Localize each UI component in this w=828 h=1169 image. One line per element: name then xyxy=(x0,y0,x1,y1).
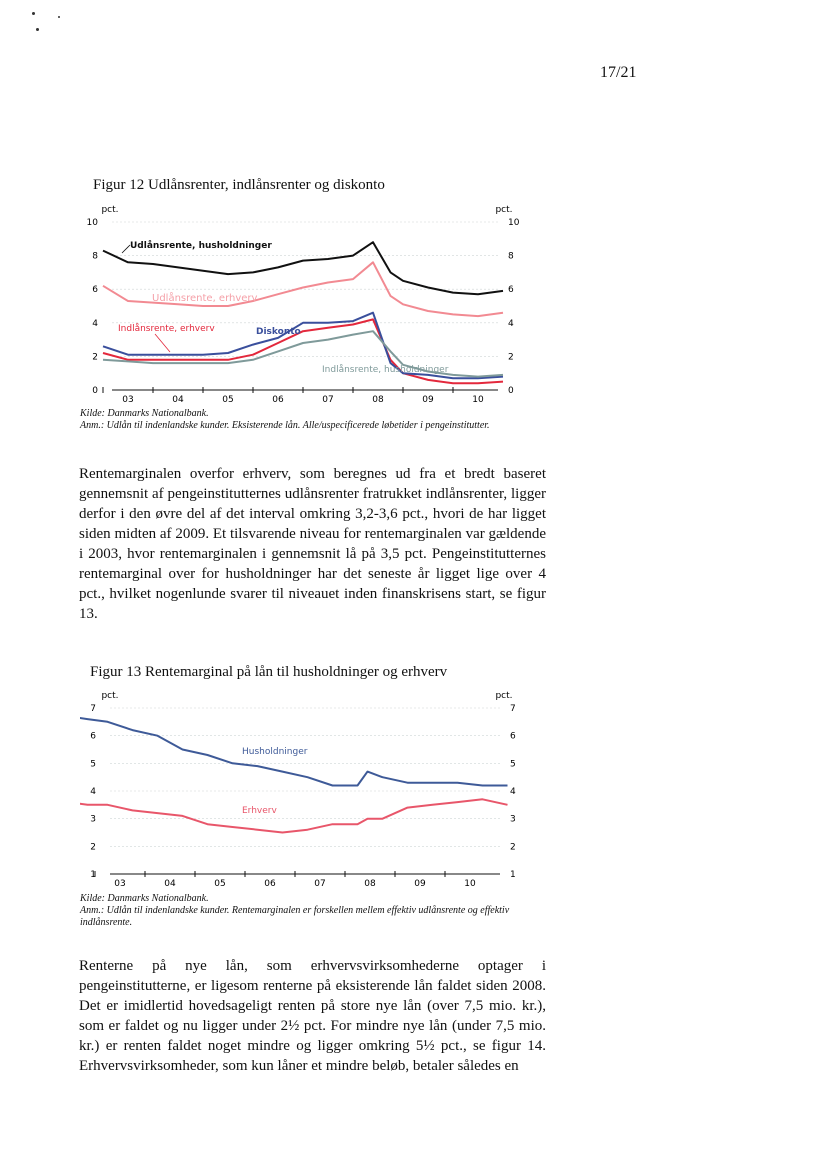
x-tick-label: 08 xyxy=(364,879,376,889)
scan-speck xyxy=(58,16,60,18)
y-tick-right: 6 xyxy=(510,731,516,742)
y-tick-left: 4 xyxy=(92,318,98,329)
figure-12-title: Figur 12 Udlånsrenter, indlånsrenter og diskonto xyxy=(93,177,385,193)
figure-13-note: Anm.: Udlån til indenlandske kunder. Rentemarginalen er forskellen mellem effektiv udlånsrente og effektiv indlånsrente. xyxy=(80,905,510,928)
figure-12-chart xyxy=(80,200,540,405)
y-tick-right: 2 xyxy=(510,842,516,853)
y-tick-left: 7 xyxy=(90,704,96,714)
y-tick-right: 6 xyxy=(508,285,514,296)
y-tick-right: 10 xyxy=(508,218,520,228)
y-tick-right: 1 xyxy=(510,870,516,880)
y-tick-right: 4 xyxy=(508,318,514,329)
y-unit-right: pct. xyxy=(495,691,513,701)
x-tick-label: 04 xyxy=(164,879,176,889)
y-tick-right: 2 xyxy=(508,352,514,363)
label-husholdninger: Husholdninger xyxy=(242,747,308,757)
y-tick-labels xyxy=(90,704,516,880)
x-tick-label: 09 xyxy=(414,879,426,889)
scan-speck xyxy=(36,28,39,31)
y-tick-left: 2 xyxy=(90,842,96,853)
label-erhverv: Erhverv xyxy=(242,806,277,816)
y-tick-left: 3 xyxy=(90,814,96,825)
y-unit-left: pct. xyxy=(101,691,119,701)
label-pointer xyxy=(155,334,170,352)
y-tick-left: 8 xyxy=(92,251,98,262)
x-tick-label: 03 xyxy=(114,879,126,889)
series-line-udlånsrente-erhverv xyxy=(103,262,503,316)
y-tick-left: 1 xyxy=(90,870,96,880)
y-tick-right: 4 xyxy=(510,787,516,797)
label-indlan-husholdninger: Indlånsrente, husholdninger xyxy=(322,365,449,375)
y-tick-left: 10 xyxy=(86,218,98,228)
label-udlan-erhverv: Udlånsrente, erhverv xyxy=(152,293,258,304)
label-indlan-erhverv: Indlånsrente, erhverv xyxy=(118,324,215,334)
y-tick-left: 0 xyxy=(92,386,98,396)
figure-13-notes xyxy=(80,893,540,929)
label-diskonto: Diskonto xyxy=(256,327,301,337)
y-tick-left: 2 xyxy=(92,352,98,363)
series-line-erhverv xyxy=(80,799,508,832)
y-tick-left: 6 xyxy=(90,731,96,742)
x-tick-label: 09 xyxy=(422,395,434,405)
y-unit-right: pct. xyxy=(495,205,513,215)
x-tick-label: 07 xyxy=(314,879,326,889)
figure-12-notes xyxy=(80,408,540,432)
y-unit-left: pct. xyxy=(101,205,119,215)
scan-speck xyxy=(32,12,35,15)
x-tick-label: 06 xyxy=(264,879,276,889)
paragraph-2: Renterne på nye lån, som erhvervsvirksomhederne optager i pengeinstitutterne, er ligesom renterne på eksisterende lån faldet siden 2008. Det er imidlertid hovedsageligt renten på store nye lån (over 7,5 mio. kr.), som er faldet og nu ligger under 2½ pct. For mindre nye lån (under 7,5 mio. kr.) er renten faldet noget mindre og ligger omkring 5½ pct., se figur 14. Erhvervsvirksomheder, som kun låner et mindre beløb, betaler således en xyxy=(79,958,546,1074)
x-tick-label: 05 xyxy=(214,879,226,889)
figure-12-note: Anm.: Udlån til indenlandske kunder. Eksisterende lån. Alle/uspecificerede løbetider i pengeinstitutter. xyxy=(80,420,490,431)
x-tick-label: 10 xyxy=(472,395,484,405)
y-tick-left: 6 xyxy=(92,285,98,296)
x-tick-label: 06 xyxy=(272,395,284,405)
paragraph-1: Rentemarginalen overfor erhverv, som beregnes ud fra et bredt baseret gennemsnit af pengeinstitutternes udlånsrenter fratrukket indlånsrenter, ligger derfor i den øvre del af det interval omkring 3,2-3,6 pct., hvori de har ligget siden midten af 2009. Et tilsvarende niveau for rentemarginalen var gældende i 2003, hvor rentemarginalen i gennemsnit lå på 3,5 pct. Pengeinstitutternes rentemarginal over for husholdninger har det seneste år ligget lige over 4 pct., hvilket nogenlunde svarer til niveauet inden finanskrisens start, se figur 13. xyxy=(79,466,546,622)
x-tick-label: 05 xyxy=(222,395,234,405)
x-tick-label: 04 xyxy=(172,395,184,405)
figure-13-title: Figur 13 Rentemarginal på lån til husholdninger og erhverv xyxy=(90,664,448,680)
x-tick-label: 10 xyxy=(464,879,476,889)
y-tick-left: 4 xyxy=(90,787,96,797)
figure-13-source: Kilde: Danmarks Nationalbank. xyxy=(80,893,209,904)
y-tick-right: 0 xyxy=(508,386,514,396)
series-lines xyxy=(80,716,508,832)
figure-13-chart xyxy=(80,686,540,891)
page-number: 17/21 xyxy=(600,64,637,81)
y-tick-right: 3 xyxy=(510,814,516,825)
y-tick-right: 5 xyxy=(510,759,516,770)
label-pointer xyxy=(122,245,130,253)
y-tick-right: 7 xyxy=(510,704,516,714)
x-tick-label: 07 xyxy=(322,395,334,405)
x-tick-label: 03 xyxy=(122,395,134,405)
y-tick-left: 5 xyxy=(90,759,96,770)
series-lines xyxy=(103,242,503,383)
x-tick-label: 08 xyxy=(372,395,384,405)
label-udlan-husholdninger: Udlånsrente, husholdninger xyxy=(130,241,272,251)
figure-12-source: Kilde: Danmarks Nationalbank. xyxy=(80,408,209,419)
y-tick-right: 8 xyxy=(508,251,514,262)
